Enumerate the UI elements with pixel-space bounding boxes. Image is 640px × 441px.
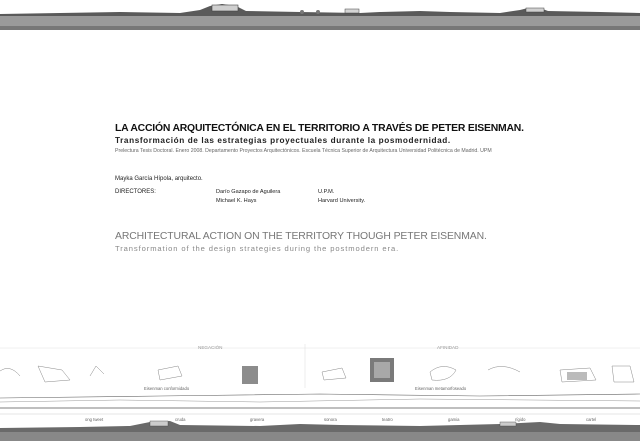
- document-subtitle: Transformación de las estrategias proyectuales durante la posmodernidad.: [115, 136, 451, 145]
- diagram-scale-label: gravera: [250, 417, 265, 422]
- diagram-scale-label: sonora: [324, 417, 337, 422]
- diagram-scale-label: teatro: [382, 417, 393, 422]
- directors-label: DIRECTORES:: [115, 189, 156, 195]
- top-site-section-strip: [0, 0, 640, 30]
- author-line: Mayka García Hípola, arquitecto.: [115, 176, 203, 182]
- director-institution: Harvard University.: [318, 198, 366, 204]
- diagram-scale-label: rígido: [515, 417, 526, 422]
- diagram-heading: NEGACIÓN: [198, 345, 223, 350]
- english-subtitle: Transformation of the design strategies during the postmodern era.: [115, 244, 400, 253]
- diagram-scale-label: cartel: [586, 417, 597, 422]
- diagram-heading: AFINIDAD: [437, 345, 459, 350]
- director-institution: U.P.M.: [318, 189, 335, 195]
- english-title: ARCHITECTURAL ACTION ON THE TERRITORY THOUGH PETER EISENMAN.: [115, 231, 487, 242]
- diagram-caption: Eisenman conformidado: [144, 386, 190, 391]
- document-title: LA ACCIÓN ARQUITECTÓNICA EN EL TERRITORIO A TRAVÉS DE PETER EISENMAN.: [115, 123, 524, 134]
- document-note: Prelectura Tesis Doctoral. Enero 2008. Departamento Proyectos Arquitectónicos. Escuela Técnica Superior de Arquitectura Universidad Politécnica de Madrid. UPM: [115, 148, 492, 154]
- bottom-timeline-diagram: [0, 336, 640, 441]
- director-name: Darío Gazapo de Aguilera: [216, 189, 281, 195]
- diagram-scale-label: cruda: [175, 417, 186, 422]
- diagram-caption: Eisenman metamorfoseado: [415, 386, 467, 391]
- diagram-scale-label: ong tweet: [85, 417, 104, 422]
- diagram-scale-label: gamia: [448, 417, 460, 422]
- director-name: Michael K. Hays: [216, 198, 257, 204]
